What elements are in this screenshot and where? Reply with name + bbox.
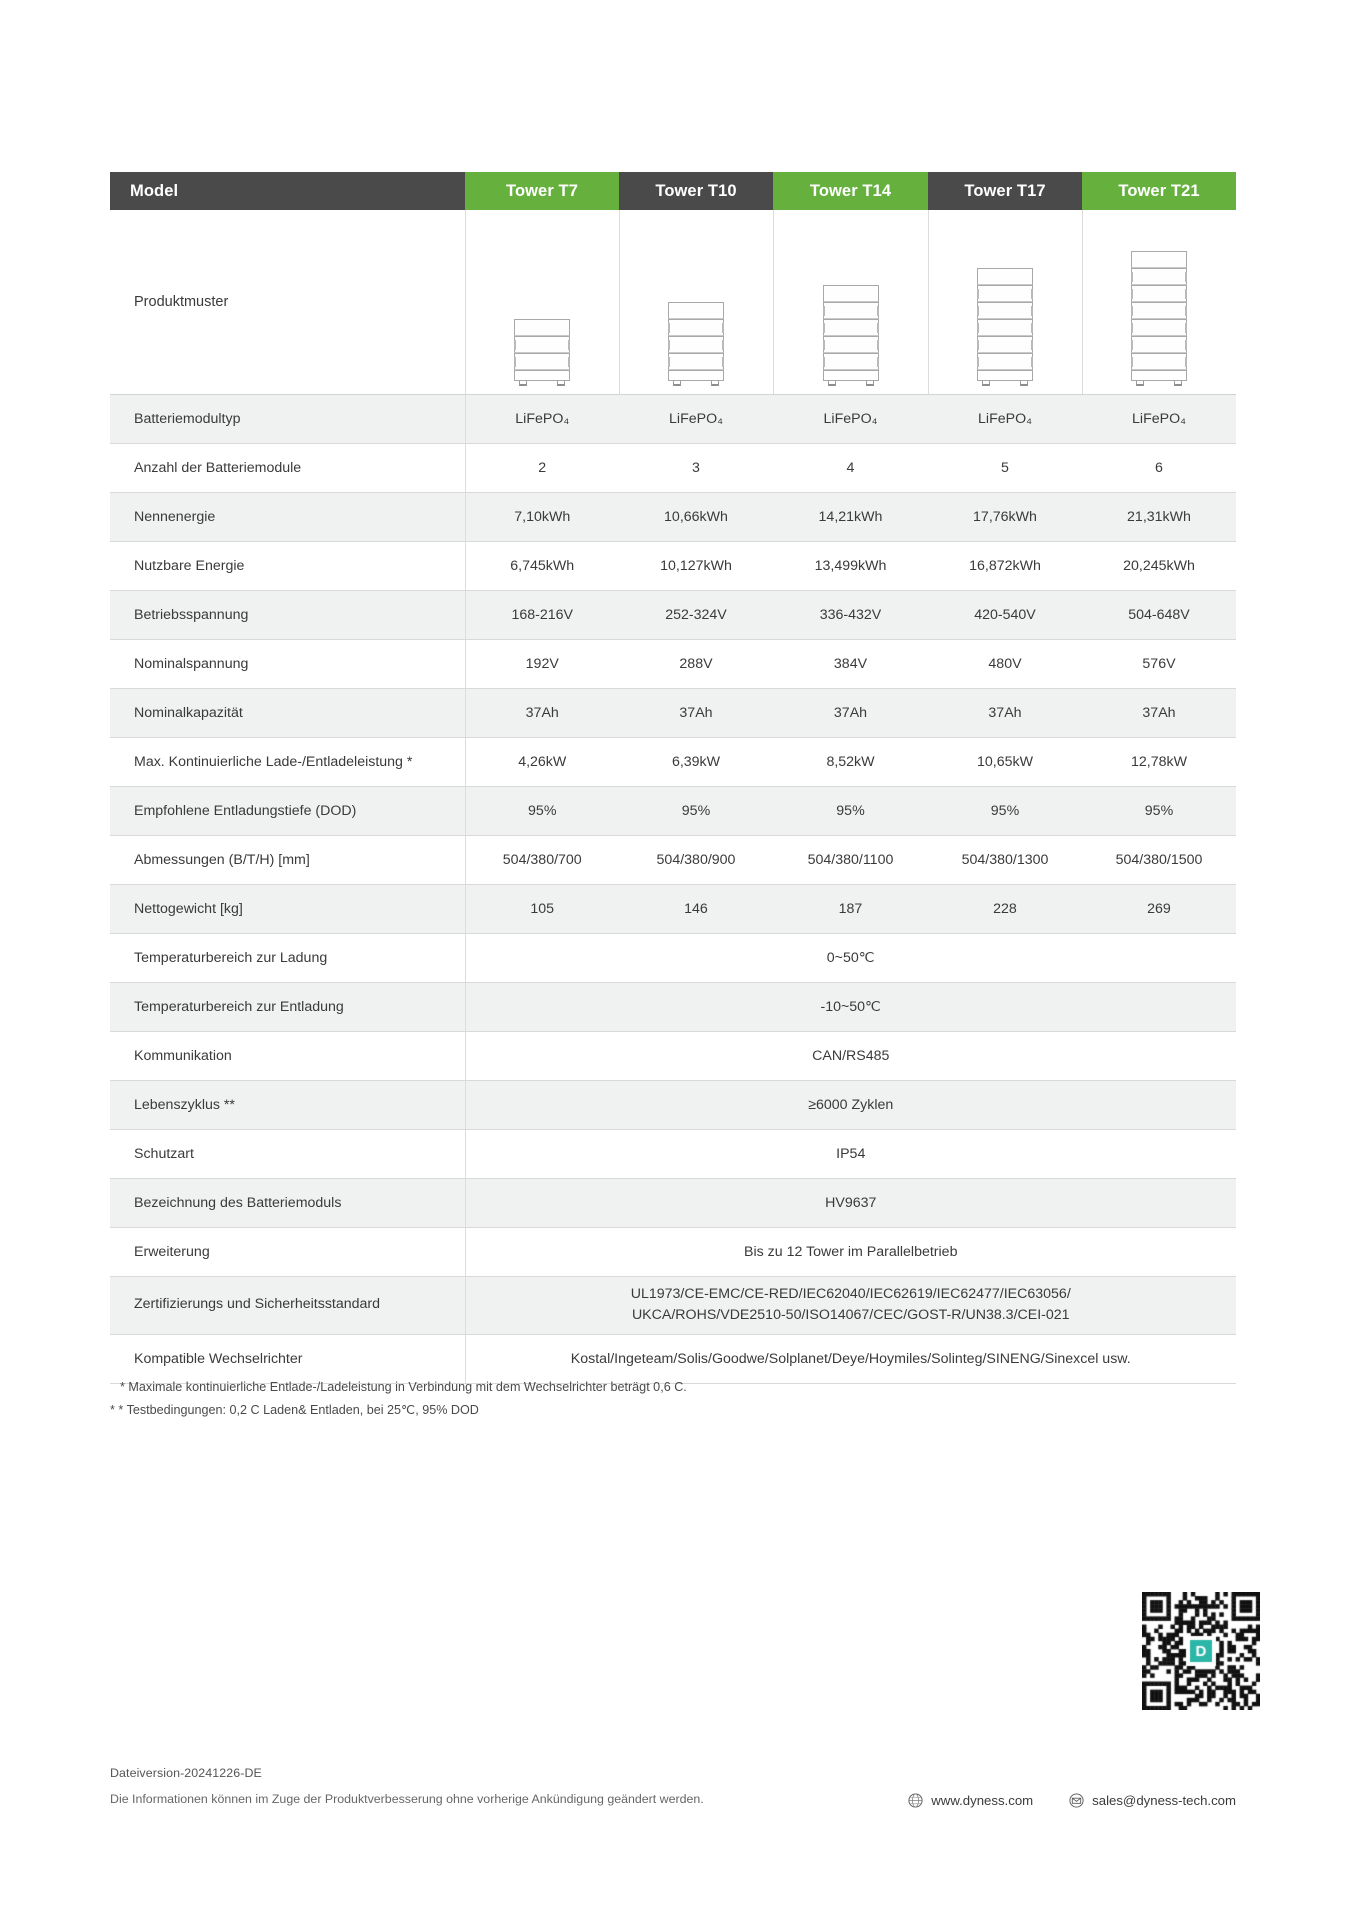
specification-table — [110, 172, 1236, 1384]
row-value: 13,499kWh — [773, 541, 928, 590]
table-row — [110, 541, 1236, 590]
row-value: 37Ah — [1082, 688, 1236, 737]
row-label: Anzahl der Batteriemodule — [110, 443, 465, 492]
row-label: Nominalspannung — [110, 639, 465, 688]
footnotes — [110, 1376, 1110, 1423]
row-value: 6,39kW — [619, 737, 773, 786]
row-value: 105 — [465, 884, 619, 933]
row-label: Nutzbare Energie — [110, 541, 465, 590]
footer-contacts — [908, 1793, 1236, 1808]
row-value: UL1973/CE-EMC/CE-RED/IEC62040/IEC62619/IEC62477/IEC63056/ UKCA/ROHS/VDE2510-50/ISO14067/CEC/GOST-R/UN38.3/CEI-021 — [465, 1276, 1236, 1334]
row-value: 6,745kWh — [465, 541, 619, 590]
row-label: Batteriemodultyp — [110, 394, 465, 443]
product-image-t14 — [773, 210, 928, 394]
table-row — [110, 1227, 1236, 1276]
row-value: 95% — [773, 786, 928, 835]
row-value: 420-540V — [928, 590, 1082, 639]
row-value: 12,78kW — [1082, 737, 1236, 786]
row-value: 504-648V — [1082, 590, 1236, 639]
table-row — [110, 1080, 1236, 1129]
row-value: 0~50℃ — [465, 933, 1236, 982]
table-row — [110, 639, 1236, 688]
table-row — [110, 1178, 1236, 1227]
table-row — [110, 443, 1236, 492]
row-value: 16,872kWh — [928, 541, 1082, 590]
row-label: Abmessungen (B/T/H) [mm] — [110, 835, 465, 884]
row-label: Nennenergie — [110, 492, 465, 541]
row-value: LiFePO₄ — [928, 394, 1082, 443]
row-label: Nominalkapazität — [110, 688, 465, 737]
table-row — [110, 1031, 1236, 1080]
row-value: 269 — [1082, 884, 1236, 933]
envelope-icon — [1069, 1793, 1084, 1808]
row-label: Schutzart — [110, 1129, 465, 1178]
row-value: 168-216V — [465, 590, 619, 639]
row-value: 20,245kWh — [1082, 541, 1236, 590]
row-label: Betriebsspannung — [110, 590, 465, 639]
product-sample-row — [110, 210, 1236, 394]
row-value: 228 — [928, 884, 1082, 933]
row-value: 576V — [1082, 639, 1236, 688]
row-value: 480V — [928, 639, 1082, 688]
table-row — [110, 1276, 1236, 1334]
row-value: LiFePO₄ — [465, 394, 619, 443]
email-address: sales@dyness-tech.com — [1092, 1793, 1236, 1808]
row-value: 37Ah — [773, 688, 928, 737]
row-value: 4 — [773, 443, 928, 492]
tower-graphic — [1131, 251, 1187, 388]
row-label: Kompatible Wechselrichter — [110, 1334, 465, 1383]
tower-graphic — [514, 319, 570, 388]
row-value: IP54 — [465, 1129, 1236, 1178]
website-contact[interactable] — [908, 1793, 1033, 1808]
email-contact[interactable] — [1069, 1793, 1236, 1808]
row-label: Empfohlene Entladungstiefe (DOD) — [110, 786, 465, 835]
row-value: 95% — [1082, 786, 1236, 835]
product-image-t10 — [619, 210, 773, 394]
row-value: 288V — [619, 639, 773, 688]
file-version: Dateiversion-20241226-DE — [110, 1766, 262, 1780]
row-value: 95% — [465, 786, 619, 835]
table-row — [110, 492, 1236, 541]
product-image-t17 — [928, 210, 1082, 394]
row-label: Max. Kontinuierliche Lade-/Entladeleistung * — [110, 737, 465, 786]
row-value: 17,76kWh — [928, 492, 1082, 541]
table-row — [110, 786, 1236, 835]
product-image-t21 — [1082, 210, 1236, 394]
row-value: 7,10kWh — [465, 492, 619, 541]
header-col-t14: Tower T14 — [773, 172, 928, 210]
table-row — [110, 688, 1236, 737]
table-row — [110, 590, 1236, 639]
tower-graphic — [823, 285, 879, 388]
row-value: 37Ah — [619, 688, 773, 737]
table-header-row — [110, 172, 1236, 210]
row-value: 21,31kWh — [1082, 492, 1236, 541]
row-value: 4,26kW — [465, 737, 619, 786]
qr-code[interactable] — [1142, 1592, 1260, 1710]
header-model-label: Model — [110, 172, 465, 210]
row-value: CAN/RS485 — [465, 1031, 1236, 1080]
qr-code-canvas[interactable] — [1142, 1592, 1260, 1710]
footnote-one: * Maximale kontinuierliche Entlade-/Ladeleistung in Verbindung mit dem Wechselrichter beträgt 0,6 C. — [120, 1380, 687, 1394]
row-value: 336-432V — [773, 590, 928, 639]
row-value: 2 — [465, 443, 619, 492]
table-row — [110, 835, 1236, 884]
row-value: 10,127kWh — [619, 541, 773, 590]
product-image-t7 — [465, 210, 619, 394]
row-value: Bis zu 12 Tower im Parallelbetrieb — [465, 1227, 1236, 1276]
row-value: LiFePO₄ — [1082, 394, 1236, 443]
row-value: 187 — [773, 884, 928, 933]
row-value: 3 — [619, 443, 773, 492]
row-value: HV9637 — [465, 1178, 1236, 1227]
globe-icon — [908, 1793, 923, 1808]
row-value: 504/380/1100 — [773, 835, 928, 884]
row-value: 504/380/1500 — [1082, 835, 1236, 884]
row-value: -10~50℃ — [465, 982, 1236, 1031]
row-value: LiFePO₄ — [773, 394, 928, 443]
row-value: 504/380/700 — [465, 835, 619, 884]
row-value: 37Ah — [928, 688, 1082, 737]
footnote-two: * * Testbedingungen: 0,2 C Laden& Entladen, bei 25℃, 95% DOD — [110, 1403, 479, 1418]
row-label: Lebenszyklus ** — [110, 1080, 465, 1129]
table-row — [110, 933, 1236, 982]
page-footer — [110, 1766, 1236, 1826]
row-value: 6 — [1082, 443, 1236, 492]
row-value: ≥6000 Zyklen — [465, 1080, 1236, 1129]
row-label: Zertifizierungs und Sicherheitsstandard — [110, 1276, 465, 1334]
table-row — [110, 737, 1236, 786]
row-value: 37Ah — [465, 688, 619, 737]
row-label: Nettogewicht [kg] — [110, 884, 465, 933]
website-url: www.dyness.com — [931, 1793, 1034, 1808]
row-label: Erweiterung — [110, 1227, 465, 1276]
header-col-t10: Tower T10 — [619, 172, 773, 210]
row-label: Temperaturbereich zur Entladung — [110, 982, 465, 1031]
row-label: Temperaturbereich zur Ladung — [110, 933, 465, 982]
row-value: 384V — [773, 639, 928, 688]
row-value: 504/380/900 — [619, 835, 773, 884]
row-value: 252-324V — [619, 590, 773, 639]
tower-graphic — [668, 302, 724, 388]
row-value: 8,52kW — [773, 737, 928, 786]
row-label: Kommunikation — [110, 1031, 465, 1080]
row-label: Bezeichnung des Batteriemoduls — [110, 1178, 465, 1227]
row-value: 95% — [928, 786, 1082, 835]
row-value: Kostal/Ingeteam/Solis/Goodwe/Solplanet/Deye/Hoymiles/Solinteg/SINENG/Sinexcel usw. — [465, 1334, 1236, 1383]
table-row — [110, 884, 1236, 933]
tower-graphic — [977, 268, 1033, 388]
table-row — [110, 1129, 1236, 1178]
header-col-t7: Tower T7 — [465, 172, 619, 210]
row-value: 95% — [619, 786, 773, 835]
row-value: LiFePO₄ — [619, 394, 773, 443]
row-value: 192V — [465, 639, 619, 688]
row-value: 5 — [928, 443, 1082, 492]
row-value: 10,65kW — [928, 737, 1082, 786]
row-value: 10,66kWh — [619, 492, 773, 541]
row-value: 14,21kWh — [773, 492, 928, 541]
row-value: 504/380/1300 — [928, 835, 1082, 884]
row-value: 146 — [619, 884, 773, 933]
table-row — [110, 982, 1236, 1031]
header-col-t21: Tower T21 — [1082, 172, 1236, 210]
footer-disclaimer: Die Informationen können im Zuge der Produktverbesserung ohne vorherige Ankündigung geändert werden. — [110, 1792, 704, 1806]
product-sample-label: Produktmuster — [110, 210, 465, 394]
footer-text-block — [110, 1766, 704, 1806]
header-col-t17: Tower T17 — [928, 172, 1082, 210]
table-row — [110, 394, 1236, 443]
